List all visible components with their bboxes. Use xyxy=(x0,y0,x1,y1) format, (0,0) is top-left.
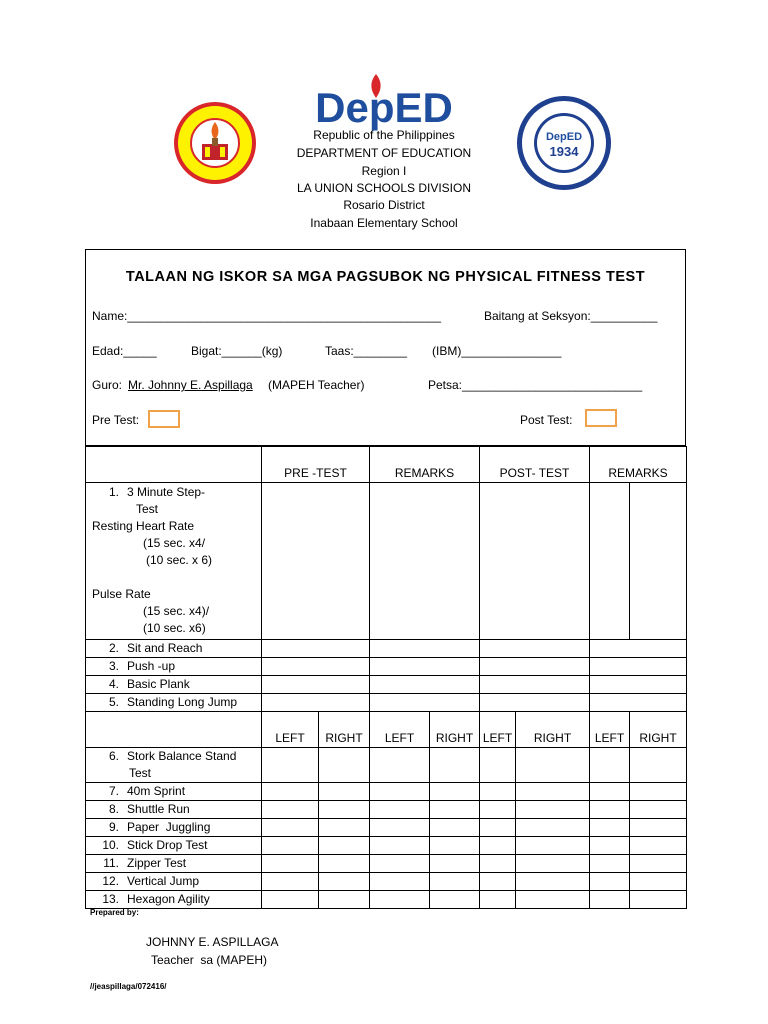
score-cell[interactable] xyxy=(370,658,480,676)
teacher-name: Mr. Johnny E. Aspillaga xyxy=(128,378,253,392)
item-standing-long-jump: 5. Standing Long Jump xyxy=(86,694,262,712)
score-cell[interactable] xyxy=(630,483,687,640)
header-line-district: Rosario District xyxy=(343,198,425,212)
step-test-title: 3 Minute Step- xyxy=(127,485,206,499)
score-cell[interactable] xyxy=(590,873,630,891)
score-cell[interactable] xyxy=(480,855,516,873)
score-cell[interactable] xyxy=(516,819,590,837)
table-row xyxy=(86,819,687,837)
score-cell[interactable] xyxy=(370,819,430,837)
header-line-school: Inabaan Elementary School xyxy=(310,216,458,230)
score-cell[interactable] xyxy=(630,748,687,783)
score-cell[interactable] xyxy=(630,819,687,837)
score-cell[interactable] xyxy=(516,783,590,801)
side-header-right: RIGHT xyxy=(630,712,687,748)
table-row xyxy=(86,483,687,640)
score-cell[interactable] xyxy=(480,694,590,712)
score-cell[interactable] xyxy=(370,640,480,658)
preparer-name: JOHNNY E. ASPILLAGA xyxy=(146,935,279,949)
score-cell[interactable] xyxy=(480,676,590,694)
item-40m-sprint: 7. 40m Sprint xyxy=(86,783,262,801)
school-seal-year: 1934 xyxy=(549,144,579,159)
table-header-row xyxy=(86,447,687,483)
score-cell[interactable] xyxy=(319,819,370,837)
header-line-department: DEPARTMENT OF EDUCATION xyxy=(296,146,472,160)
score-cell[interactable] xyxy=(590,837,630,855)
side-header-blank-cell xyxy=(86,712,262,748)
table-row xyxy=(86,837,687,855)
score-cell[interactable] xyxy=(630,801,687,819)
score-cell[interactable] xyxy=(590,783,630,801)
age-field[interactable]: Edad:_____ xyxy=(92,344,157,358)
score-cell[interactable] xyxy=(262,891,319,909)
score-cell[interactable] xyxy=(590,658,687,676)
header-remarks-pre: REMARKS xyxy=(370,447,480,483)
score-cell[interactable] xyxy=(262,676,370,694)
deped-logo-text: DepED xyxy=(315,84,453,131)
header-pre-test: PRE -TEST xyxy=(262,447,370,483)
score-cell[interactable] xyxy=(262,748,319,783)
score-cell[interactable] xyxy=(430,855,480,873)
score-cell[interactable] xyxy=(480,891,516,909)
score-cell[interactable] xyxy=(370,694,480,712)
score-cell[interactable] xyxy=(480,658,590,676)
score-cell[interactable] xyxy=(430,873,480,891)
score-cell[interactable] xyxy=(319,783,370,801)
score-cell[interactable] xyxy=(319,837,370,855)
score-cell[interactable] xyxy=(262,801,319,819)
item-sit-and-reach: 2. Sit and Reach xyxy=(86,640,262,658)
side-header-left: LEFT xyxy=(370,712,430,748)
prepared-by-label: Prepared by: xyxy=(90,908,139,917)
score-cell[interactable] xyxy=(590,694,687,712)
score-cell[interactable] xyxy=(480,783,516,801)
score-cell[interactable] xyxy=(516,873,590,891)
date-field[interactable]: Petsa:___________________________ xyxy=(428,378,643,392)
score-cell[interactable] xyxy=(319,801,370,819)
score-cell[interactable] xyxy=(516,801,590,819)
table-row xyxy=(86,873,687,891)
score-cell[interactable] xyxy=(430,891,480,909)
side-header-left: LEFT xyxy=(262,712,319,748)
teacher-role: (MAPEH Teacher) xyxy=(268,378,365,392)
score-cell[interactable] xyxy=(370,891,430,909)
teacher-label: Guro: xyxy=(92,378,123,392)
score-cell[interactable] xyxy=(430,748,480,783)
header-blank-cell xyxy=(86,447,262,483)
score-cell[interactable] xyxy=(262,658,370,676)
score-cell[interactable] xyxy=(590,801,630,819)
header-line-republic: Republic of the Philippines xyxy=(313,128,455,142)
score-cell[interactable] xyxy=(480,748,516,783)
item-push-up: 3. Push -up xyxy=(86,658,262,676)
score-cell[interactable] xyxy=(262,640,370,658)
score-cell[interactable] xyxy=(262,483,370,640)
score-cell[interactable] xyxy=(370,873,430,891)
step-test-cell: 1. 3 Minute Step- Test Resting Heart Rate (15 sec. x4/ (10 sec. x 6) Pulse Rate (15 sec. x4)/ (10 sec. x6) xyxy=(86,483,262,640)
table-row xyxy=(86,855,687,873)
score-cell[interactable] xyxy=(370,783,430,801)
score-cell[interactable] xyxy=(480,483,590,640)
score-cell[interactable] xyxy=(262,837,319,855)
score-cell[interactable] xyxy=(630,855,687,873)
item-basic-plank: 4. Basic Plank xyxy=(86,676,262,694)
grade-section-field[interactable]: Baitang at Seksyon:__________ xyxy=(484,309,658,323)
score-cell[interactable] xyxy=(319,891,370,909)
side-header-left: LEFT xyxy=(480,712,516,748)
item-zipper-test: 11. Zipper Test xyxy=(86,855,262,873)
form-title: TALAAN NG ISKOR SA MGA PAGSUBOK NG PHYSICAL FITNESS TEST xyxy=(125,269,646,285)
score-cell[interactable] xyxy=(370,483,480,640)
header-post-test: POST- TEST xyxy=(480,447,590,483)
score-table xyxy=(85,446,687,909)
score-cell[interactable] xyxy=(630,837,687,855)
table-row xyxy=(86,783,687,801)
score-cell[interactable] xyxy=(630,891,687,909)
height-field[interactable]: Taas:________ xyxy=(325,344,408,358)
side-header-right: RIGHT xyxy=(430,712,480,748)
table-row xyxy=(86,891,687,909)
table-row xyxy=(86,801,687,819)
score-cell[interactable] xyxy=(262,819,319,837)
score-cell[interactable] xyxy=(590,891,630,909)
score-cell[interactable] xyxy=(516,837,590,855)
post-test-checkbox[interactable] xyxy=(585,409,617,427)
score-cell[interactable] xyxy=(480,819,516,837)
score-cell[interactable] xyxy=(319,855,370,873)
score-cell[interactable] xyxy=(370,855,430,873)
header-line-division: LA UNION SCHOOLS DIVISION xyxy=(296,181,472,195)
score-cell[interactable] xyxy=(590,640,687,658)
score-cell[interactable] xyxy=(262,694,370,712)
score-cell[interactable] xyxy=(590,819,630,837)
score-cell[interactable] xyxy=(319,873,370,891)
item-paper-juggling: 9. Paper Juggling xyxy=(86,819,262,837)
score-cell[interactable] xyxy=(370,837,430,855)
score-cell[interactable] xyxy=(480,801,516,819)
side-header-right: RIGHT xyxy=(516,712,590,748)
score-cell[interactable] xyxy=(590,748,630,783)
item-vertical-jump: 12. Vertical Jump xyxy=(86,873,262,891)
score-cell[interactable] xyxy=(370,676,480,694)
pre-test-checkbox[interactable] xyxy=(148,410,180,428)
score-cell[interactable] xyxy=(480,837,516,855)
table-row xyxy=(86,748,687,783)
score-cell[interactable] xyxy=(630,783,687,801)
pulse-rate-label: Pulse Rate xyxy=(92,587,151,601)
score-cell[interactable] xyxy=(480,640,590,658)
score-cell[interactable] xyxy=(262,855,319,873)
score-cell[interactable] xyxy=(516,855,590,873)
score-cell[interactable] xyxy=(430,801,480,819)
item-stork-balance: 6. Stork Balance Stand Test xyxy=(86,748,262,783)
score-cell[interactable] xyxy=(430,783,480,801)
header-remarks-post: REMARKS xyxy=(590,447,687,483)
table-row xyxy=(86,658,687,676)
item-shuttle-run: 8. Shuttle Run xyxy=(86,801,262,819)
score-cell[interactable] xyxy=(430,837,480,855)
document-code: //jeaspillaga/072416/ xyxy=(90,982,167,991)
bmi-field[interactable]: (IBM)_______________ xyxy=(432,344,562,358)
score-cell[interactable] xyxy=(430,819,480,837)
student-info-box xyxy=(85,249,686,446)
score-cell[interactable] xyxy=(590,483,630,640)
side-header-left: LEFT xyxy=(590,712,630,748)
item-stick-drop-test: 10. Stick Drop Test xyxy=(86,837,262,855)
score-cell[interactable] xyxy=(516,748,590,783)
score-cell[interactable] xyxy=(480,873,516,891)
score-cell[interactable] xyxy=(319,748,370,783)
post-test-label: Post Test: xyxy=(520,413,573,427)
deped-logo xyxy=(306,72,462,134)
score-cell[interactable] xyxy=(516,891,590,909)
side-header-right: RIGHT xyxy=(319,712,370,748)
table-row xyxy=(86,640,687,658)
side-header-row xyxy=(86,712,687,748)
score-cell[interactable] xyxy=(590,855,630,873)
pre-test-label: Pre Test: xyxy=(92,413,140,427)
weight-field[interactable]: Bigat:______(kg) xyxy=(191,344,283,358)
item-hexagon-agility: 13. Hexagon Agility xyxy=(86,891,262,909)
score-cell[interactable] xyxy=(630,873,687,891)
resting-heart-rate-label: Resting Heart Rate xyxy=(92,519,195,533)
table-row xyxy=(86,676,687,694)
score-cell[interactable] xyxy=(370,801,430,819)
name-field[interactable]: Name:_______________________________________________ xyxy=(92,309,442,323)
score-cell[interactable] xyxy=(370,748,430,783)
score-cell[interactable] xyxy=(590,676,687,694)
score-cell[interactable] xyxy=(262,783,319,801)
header-line-region: Region I xyxy=(361,164,407,178)
svg-text:DepED: DepED xyxy=(545,131,583,143)
preparer-role: Teacher sa (MAPEH) xyxy=(151,953,268,967)
table-row xyxy=(86,694,687,712)
score-cell[interactable] xyxy=(262,873,319,891)
